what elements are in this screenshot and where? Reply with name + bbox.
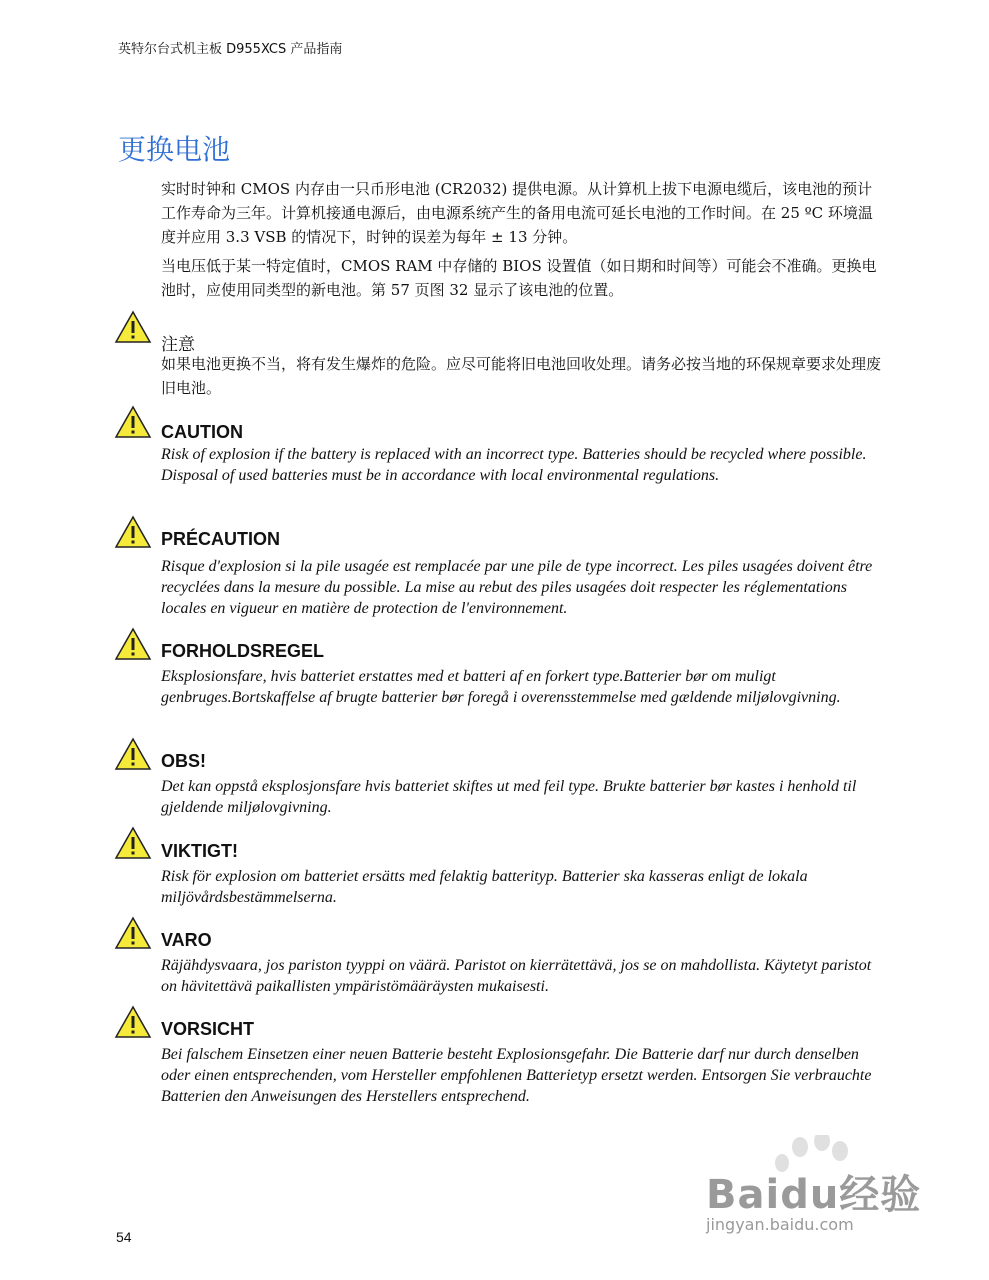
warning-triangle-icon <box>114 826 152 860</box>
page-number: 54 <box>116 1229 132 1245</box>
intro-paragraph-2: 当电压低于某一特定值时，CMOS RAM 中存储的 BIOS 设置值（如日期和时间等）可能会不准确。更换电池时，应使用同类型的新电池。第 57 页图 32 显示了该电池的位置。 <box>161 257 877 299</box>
warning-heading: VIKTIGT! <box>161 841 238 861</box>
warning-heading: CAUTION <box>161 422 243 442</box>
warning-heading: PRÉCAUTION <box>161 529 281 549</box>
warning-heading: FORHOLDSREGEL <box>161 641 325 661</box>
warning-body: Eksplosionsfare, hvis batteriet erstattes med et batteri af en forkert type.Batterier bør om muligt genbruges.Bortskaffelse af brugte batterier bør foregå i overensstemmelse med gældende miljølovgivning. <box>161 668 841 706</box>
watermark-url: jingyan.baidu.com <box>706 1215 854 1234</box>
warning-triangle-icon <box>114 1005 152 1039</box>
warning-body: 如果电池更换不当，将有发生爆炸的危险。应尽可能将旧电池回收处理。请务必按当地的环保规章要求处理废旧电池。 <box>161 355 882 397</box>
warning-body: Det kan oppstå eksplosjonsfare hvis batteriet skiftes ut med feil type. Brukte batterier bør kastes i henhold til gjeldende miljølovgivning. <box>161 778 857 816</box>
warning-body: Risk of explosion if the battery is replaced with an incorrect type. Batteries should be recycled where possible. Disposal of used batteries must be in accordance with local environmental regulations. <box>161 446 867 484</box>
warning-triangle-icon <box>114 405 152 439</box>
warning-body: Räjähdysvaara, jos pariston tyyppi on väärä. Paristot on kierrätettävä, jos se on mahdollista. Käytetyt paristot on hävitettävä paikallisten ympäristömääräysten mukaisesti. <box>161 957 872 995</box>
warning-heading: VARO <box>161 930 212 950</box>
warning-body: Bei falschem Einsetzen einer neuen Batterie besteht Explosionsgefahr. Die Batterie darf nur durch denselben oder einen entsprechenden, vom Hersteller empfohlenen Batterietyp ersetzt werden. Entsorgen Sie verbrauchte Batterien den Anweisungen des Herstellers entsprechend. <box>161 1046 872 1105</box>
warning-triangle-icon <box>114 515 152 549</box>
page-title: 更换电池 <box>118 133 231 166</box>
watermark-text: Baidu经验 <box>706 1172 922 1218</box>
warning-heading: VORSICHT <box>161 1019 255 1039</box>
warning-heading: 注意 <box>161 335 195 355</box>
running-header: 英特尔台式机主板 D955XCS 产品指南 <box>118 42 343 57</box>
warning-body: Risk för explosion om batteriet ersätts med felaktig batterityp. Batterier ska kasseras enligt de lokala miljövårdsbestämmelserna. <box>161 868 808 906</box>
warning-triangle-icon <box>114 310 152 344</box>
intro-paragraph-1: 实时时钟和 CMOS 内存由一只币形电池 (CR2032) 提供电源。从计算机上拔下电源电缆后，该电池的预计工作寿命为三年。计算机接通电源后，由电源系统产生的备用电流可延长电池的工作时间。在 25 ºC 环境温度并应用 3.3 VSB 的情况下，时钟的误差为每年 ± 13 分钟。 <box>161 180 873 246</box>
warning-heading: OBS! <box>161 751 206 771</box>
warning-triangle-icon <box>114 737 152 771</box>
warning-body: Risque d'explosion si la pile usagée est remplacée par une pile de type incorrect. Les piles usagées doivent être recyclées dans la mesure du possible. La mise au rebut des piles usagées doit respecter les réglementations locales en vigueur en matière de protection de l'environnement. <box>161 558 873 617</box>
warning-triangle-icon <box>114 916 152 950</box>
warning-triangle-icon <box>114 627 152 661</box>
